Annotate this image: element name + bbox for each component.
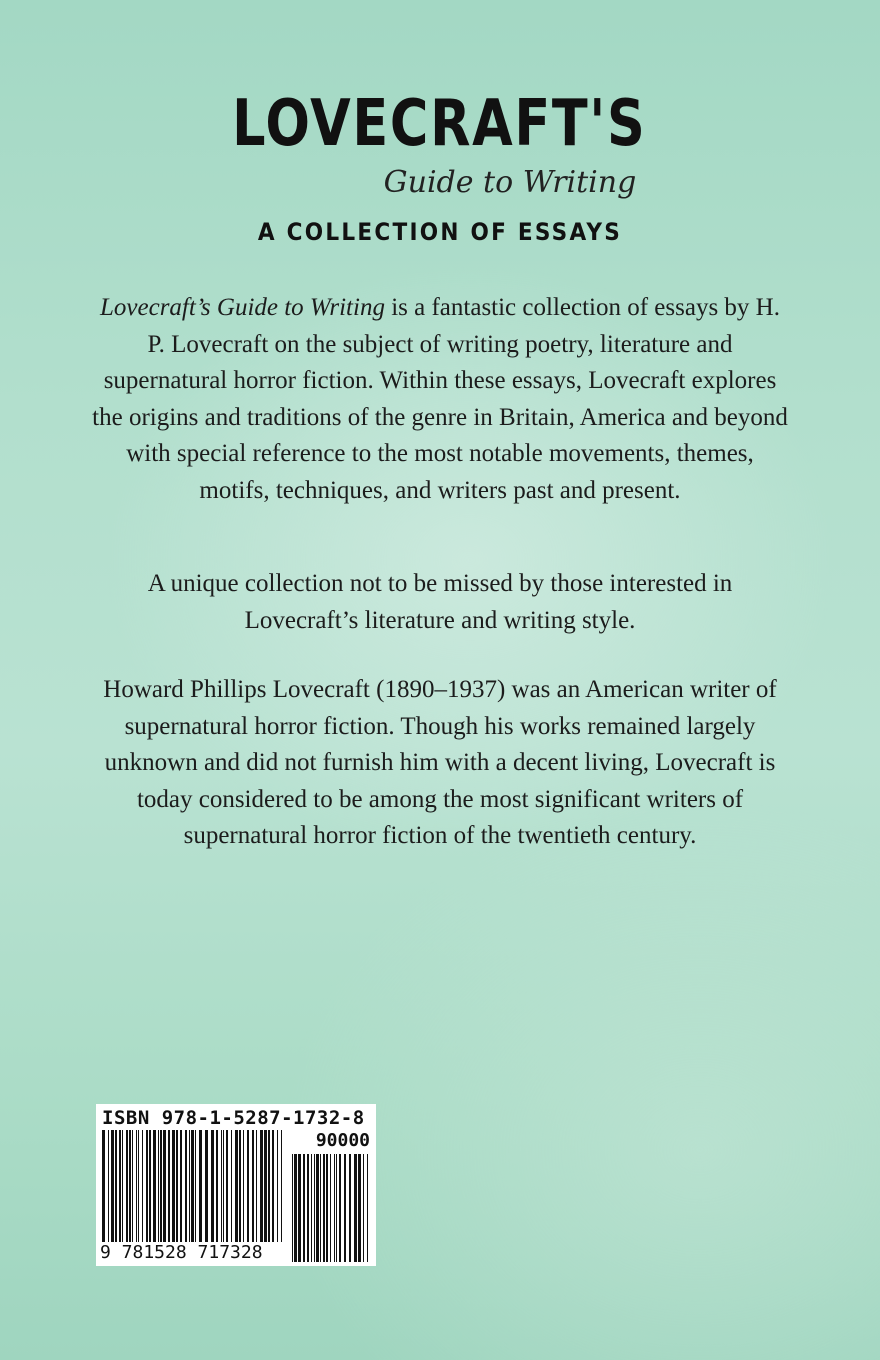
barcode-bar	[138, 1130, 139, 1242]
barcode-bar	[132, 1130, 133, 1242]
blurb-paragraph-author-bio: Howard Phillips Lovecraft (1890–1937) was an American writer of supernatural horror fiction. Though his works remained largely unknown and did not furnish him with a decent living, Lovecraft is today considered to be among the most significant writers of supernatural horror fiction of the twentieth century.	[103, 676, 777, 849]
barcode-bar	[195, 1130, 196, 1242]
barcode-bar	[231, 1130, 232, 1242]
isbn-label: ISBN 978-1-5287-1732-8	[102, 1107, 365, 1129]
barcode-bar	[354, 1154, 357, 1262]
barcode-bar	[185, 1130, 187, 1242]
blurb-book-title-italic: Lovecraft’s Guide to Writing	[100, 294, 385, 321]
barcode-bar	[180, 1130, 182, 1242]
barcode-bar	[160, 1130, 162, 1242]
barcode-bar	[142, 1130, 143, 1242]
barcode-bar	[298, 1154, 301, 1262]
barcode-bar	[243, 1130, 244, 1242]
barcode-bar	[108, 1130, 109, 1242]
barcode-digits: 9 781528 717328	[100, 1242, 284, 1264]
barcode-bar	[339, 1154, 341, 1262]
barcode-bar	[126, 1130, 128, 1242]
barcode-bar	[358, 1154, 361, 1262]
barcode-bar	[211, 1130, 214, 1242]
barcode-bar	[316, 1154, 319, 1262]
barcode-bar	[344, 1154, 346, 1262]
barcode-bar	[205, 1130, 208, 1242]
barcode-bar	[221, 1130, 222, 1242]
barcode-bar	[326, 1154, 328, 1262]
isbn-barcode	[96, 1104, 376, 1266]
barcode-bar	[311, 1154, 312, 1262]
book-title: LOVECRAFT'S	[232, 87, 647, 161]
barcode-bar	[176, 1130, 178, 1242]
blurb-paragraph-recommendation: A unique collection not to be missed by those interested in Lovecraft’s literature and writing style.	[147, 570, 733, 634]
barcode-bar	[115, 1130, 117, 1242]
barcode-bar	[163, 1130, 166, 1242]
barcode-bar	[158, 1130, 159, 1242]
barcode-bar	[146, 1130, 148, 1242]
barcode-bar	[336, 1154, 337, 1262]
barcode-bar	[223, 1130, 224, 1242]
barcode-bar	[235, 1130, 238, 1242]
book-tagline: A COLLECTION OF ESSAYS	[257, 218, 623, 246]
barcode-bar	[294, 1154, 297, 1262]
barcode-bar	[349, 1154, 351, 1262]
barcode-bar	[256, 1130, 257, 1242]
barcode-bar	[367, 1154, 368, 1262]
barcode-bar	[239, 1130, 241, 1242]
barcode-bar	[216, 1130, 218, 1242]
barcode-bar	[119, 1130, 121, 1242]
barcode-bar	[226, 1130, 228, 1242]
barcode-bar	[330, 1154, 331, 1262]
barcode-bar	[129, 1130, 131, 1242]
barcode-bar	[136, 1130, 137, 1242]
barcode-main-bars	[102, 1130, 282, 1242]
barcode-bar	[272, 1130, 274, 1242]
blurb-description-text: is a fantastic collection of essays by H. P. Lovecraft on the subject of writing poetry, literature and supernatural horror fiction. Within these essays, Lovecraft explores the origins and traditions of the genre in Britain, America and beyond with special reference to the most notable movements, themes, motifs, techniques, and writers past and present.	[92, 294, 788, 504]
book-subtitle: Guide to Writing	[383, 165, 637, 200]
barcode-bar	[268, 1130, 270, 1242]
barcode-bar	[260, 1130, 263, 1242]
barcode-bar	[277, 1130, 278, 1242]
barcode-bar	[199, 1130, 202, 1242]
barcode-bar	[307, 1154, 309, 1262]
blurb-paragraph-description	[90, 290, 790, 509]
barcode-bar	[172, 1130, 175, 1242]
barcode-bar	[334, 1154, 335, 1262]
price-addon-number: 90000	[315, 1130, 370, 1151]
barcode-bar	[320, 1154, 321, 1262]
barcode-bar	[323, 1154, 325, 1262]
barcode-bar	[168, 1130, 170, 1242]
barcode-bar	[264, 1130, 267, 1242]
barcode-addon-bars	[292, 1154, 370, 1262]
barcode-bar	[247, 1130, 249, 1242]
barcode-bar	[363, 1154, 364, 1262]
barcode-bar	[189, 1130, 190, 1242]
barcode-bar	[149, 1130, 151, 1242]
barcode-bar	[102, 1130, 105, 1242]
barcode-bar	[122, 1130, 123, 1242]
barcode-bar	[314, 1154, 315, 1262]
barcode-bar	[111, 1130, 114, 1242]
barcode-bar	[281, 1130, 282, 1242]
barcode-bar	[191, 1130, 194, 1242]
barcode-bar	[153, 1130, 156, 1242]
barcode-bar	[303, 1154, 305, 1262]
barcode-bar	[252, 1130, 254, 1242]
barcode-bar	[292, 1154, 293, 1262]
